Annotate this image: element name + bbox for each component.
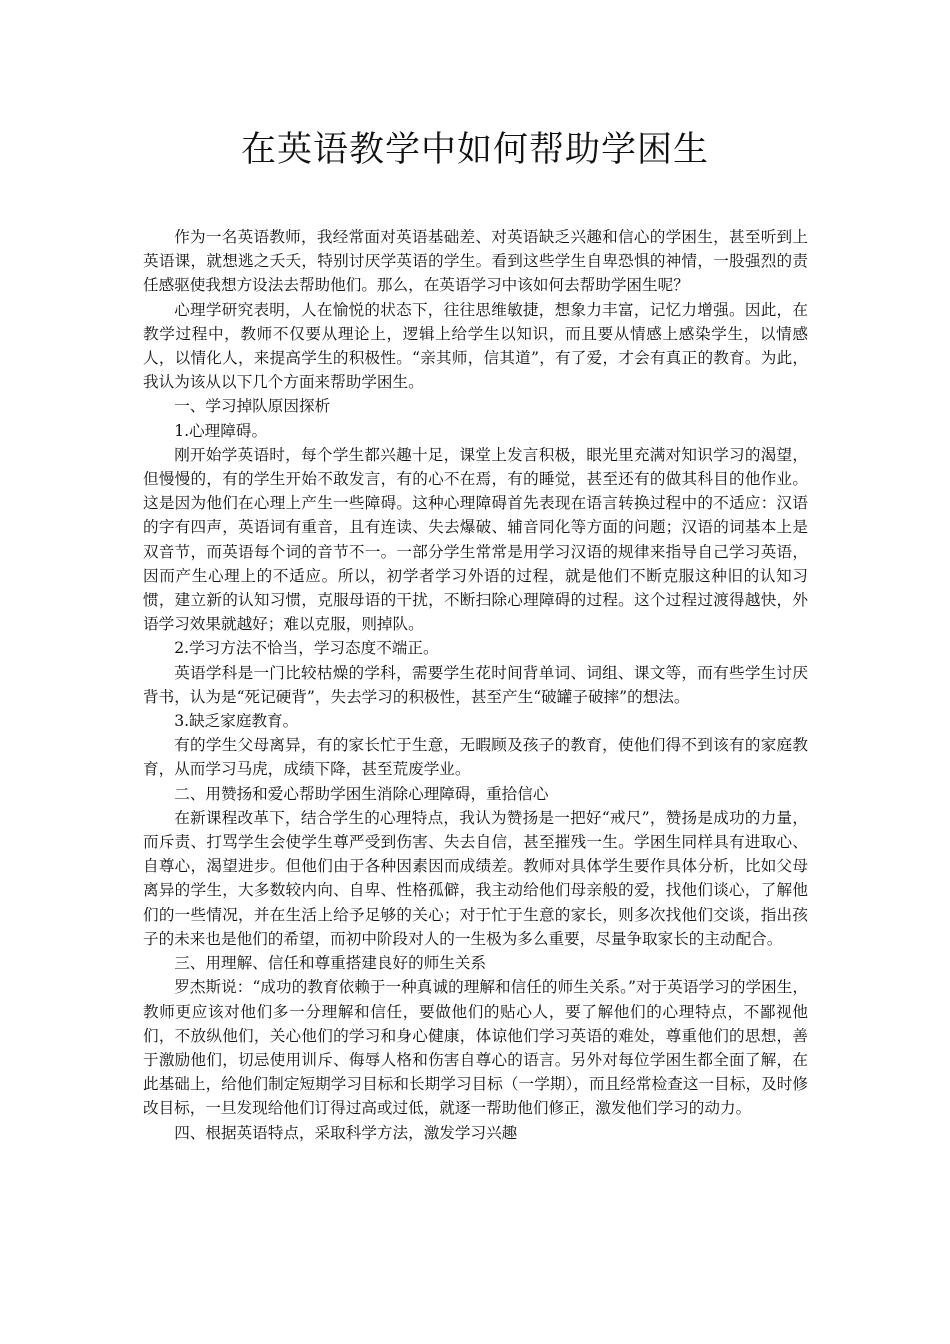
- body-paragraph: 英语学科是一门比较枯燥的学科，需要学生花时间背单词、词组、课文等，而有些学生讨厌背书，认为是“死记硬背”，失去学习的积极性，甚至产生“破罐子破摔”的想法。: [143, 663, 808, 706]
- document-title: 在英语教学中如何帮助学困生: [240, 130, 709, 170]
- subheading-2: 2.学习方法不恰当，学习态度不端正。: [174, 639, 439, 658]
- body-paragraph: 有的学生父母离异，有的家长忙于生意，无暇顾及孩子的教育，使他们得不到该有的家庭教育，从而学习马虎，成绩下降，甚至荒废学业。: [143, 736, 808, 779]
- intro-paragraph: 作为一名英语教师，我经常面对英语基础差、对英语缺乏兴趣和信心的学困生，甚至听到上英语课，就想逃之夭夭，特别讨厌学英语的学生。看到这些学生自卑恐惧的神情，一股强烈的责任感驱使我想方设法去帮助他们。那么，在英语学习中该如何去帮助学困生呢？: [143, 228, 808, 295]
- body-paragraph: 刚开始学英语时，每个学生都兴趣十足，课堂上发言积极，眼光里充满对知识学习的渴望，但慢慢的，有的学生开始不敢发言，有的心不在焉，有的睡觉，甚至还有的做其科目的他作业。这是因为他们在心理上产生一些障碍。这种心理障碍首先表现在语言转换过程中的不适应：汉语的字有四声，英语词有重音，且有连读、失去爆破、辅音同化等方面的问题；汉语的词基本上是双音节，而英语每个词的音节不一。一部分学生常常是用学习汉语的规律来指导自己学习英语，因而产生心理上的不适应。所以，初学者学习外语的过程，就是他们不断克服这种旧的认知习惯，建立新的认知习惯，克服母语的干扰，不断扫除心理障碍的过程。这个过程过渡得越快，外语学习效果就越好；难以克服，则掉队。: [143, 445, 808, 634]
- section-heading-3: 三、用理解、信任和尊重搭建良好的师生关系: [174, 954, 487, 973]
- body-paragraph: 罗杰斯说：“成功的教育依赖于一种真诚的理解和信任的师生关系。”对于英语学习的学困生，教师更应该对他们多一分理解和信任，要做他们的贴心人，要了解他们的心理特点，不鄙视他们，不放纵他们，关心他们的学习和身心健康，体谅他们学习英语的难处，尊重他们的思想，善于激励他们，切忌使用训斥、侮辱人格和伤害自尊心的语言。另外对每位学困生都全面了解，在此基础上，给他们制定短期学习目标和长期学习目标（一学期），而且经常检查这一目标，及时修改目标，一旦发现给他们订得过高或过低，就逐一帮助他们修正，激发他们学习的动力。: [143, 978, 808, 1118]
- document-body: [143, 225, 808, 1145]
- subheading-1: 1.心理障碍。: [174, 421, 268, 440]
- section-heading-1: 一、学习掉队原因探析: [174, 397, 331, 416]
- section-heading-2: 二、用赞扬和爱心帮助学困生消除心理障碍，重拾信心: [174, 784, 549, 803]
- subheading-3: 3.缺乏家庭教育。: [174, 712, 299, 731]
- section-heading-4: 四、根据英语特点，采取科学方法，激发学习兴趣: [174, 1123, 518, 1142]
- body-paragraph: 在新课程改革下，结合学生的心理特点，我认为赞扬是一把好“戒尺”，赞扬是成功的力量，而斥责、打骂学生会使学生尊严受到伤害、失去自信，甚至摧残一生。学困生同样具有进取心、自尊心，渴望进步。但他们由于各种因素因而成绩差。教师对具体学生要作具体分析，比如父母离异的学生，大多数较内向、自卑、性格孤僻，我主动给他们母亲般的爱，找他们谈心，了解他们的一些情况，并在生活上给予足够的关心；对于忙于生意的家长，则多次找他们交谈，指出孩子的未来也是他们的希望，而初中阶段对人的一生极为多么重要，尽量争取家长的主动配合。: [143, 808, 808, 948]
- psychology-paragraph: 心理学研究表明，人在愉悦的状态下，往往思维敏捷，想象力丰富，记忆力增强。因此，在教学过程中，教师不仅要从理论上，逻辑上给学生以知识，而且要从情感上感染学生，以情感人，以情化人，来提高学生的积极性。“亲其师，信其道”，有了爱，才会有真正的教育。为此，我认为该从以下几个方面来帮助学困生。: [143, 300, 808, 392]
